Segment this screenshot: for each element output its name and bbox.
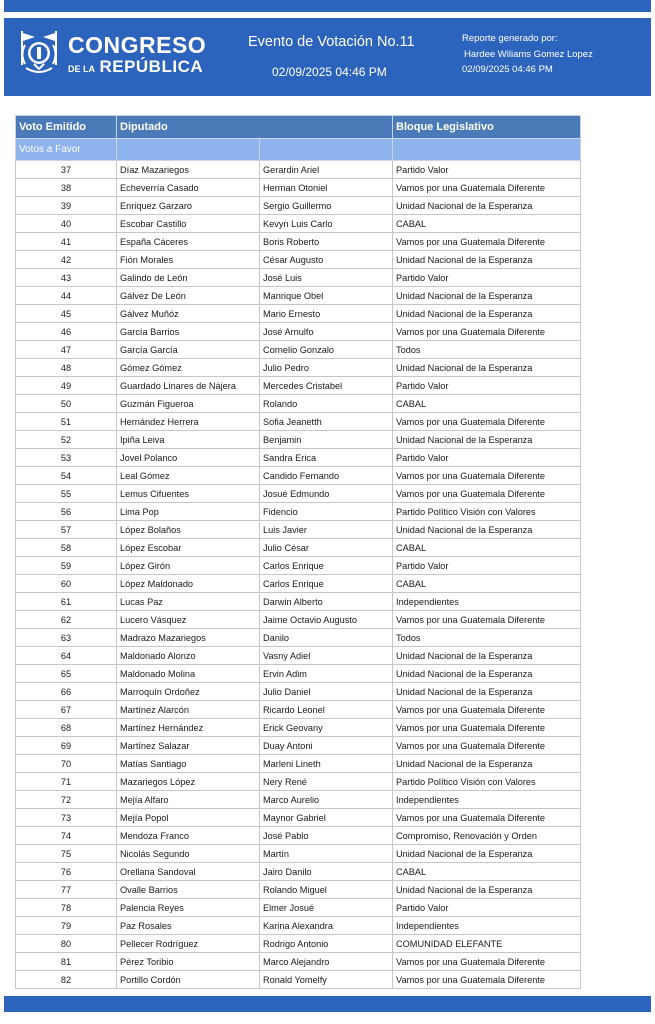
- vote-number: 49: [16, 377, 117, 395]
- deputy-given-name: Karina Alexandra: [260, 917, 393, 935]
- table-row: [16, 215, 581, 233]
- legislative-bloc: Vamos por una Guatemala Diferente: [393, 323, 581, 341]
- table-row: [16, 899, 581, 917]
- vote-number: 62: [16, 611, 117, 629]
- table-row: [16, 395, 581, 413]
- vote-number: 80: [16, 935, 117, 953]
- table-row: [16, 647, 581, 665]
- deputy-surname: García Barrios: [117, 323, 260, 341]
- vote-number: 45: [16, 305, 117, 323]
- vote-number: 40: [16, 215, 117, 233]
- event-title: Evento de Votación No.11: [248, 34, 415, 50]
- vote-number: 67: [16, 701, 117, 719]
- vote-number: 74: [16, 827, 117, 845]
- deputy-surname: Marroquín Ordoñez: [117, 683, 260, 701]
- deputy-given-name: Herman Otoniel: [260, 179, 393, 197]
- report-label: Reporte generado por:: [462, 33, 558, 44]
- column-header-voto: Voto Emitido: [16, 116, 117, 139]
- vote-number: 55: [16, 485, 117, 503]
- logo-line2-small: DE LA: [68, 64, 95, 74]
- deputy-surname: Galindo de León: [117, 269, 260, 287]
- legislative-bloc: Vamos por una Guatemala Diferente: [393, 701, 581, 719]
- deputy-given-name: Gerardin Ariel: [260, 161, 393, 179]
- deputy-given-name: Ervin Adim: [260, 665, 393, 683]
- vote-number: 82: [16, 971, 117, 989]
- vote-number: 56: [16, 503, 117, 521]
- vote-number: 75: [16, 845, 117, 863]
- deputy-given-name: Boris Roberto: [260, 233, 393, 251]
- deputy-given-name: Nery René: [260, 773, 393, 791]
- deputy-surname: Mejía Popol: [117, 809, 260, 827]
- table-row: [16, 269, 581, 287]
- legislative-bloc: Compromiso, Renovación y Orden: [393, 827, 581, 845]
- table-row: [16, 701, 581, 719]
- deputy-surname: Gálvez De León: [117, 287, 260, 305]
- legislative-bloc: Partido Valor: [393, 377, 581, 395]
- legislative-bloc: Unidad Nacional de la Esperanza: [393, 287, 581, 305]
- table-row: [16, 665, 581, 683]
- vote-number: 59: [16, 557, 117, 575]
- deputy-surname: Pellecer Rodríguez: [117, 935, 260, 953]
- table-row: [16, 719, 581, 737]
- legislative-bloc: Vamos por una Guatemala Diferente: [393, 413, 581, 431]
- event-datetime: 02/09/2025 04:46 PM: [272, 65, 387, 79]
- deputy-surname: Lemus Cifuentes: [117, 485, 260, 503]
- table-row: [16, 485, 581, 503]
- legislative-bloc: Unidad Nacional de la Esperanza: [393, 431, 581, 449]
- deputy-given-name: Julio César: [260, 539, 393, 557]
- deputy-given-name: Josué Edmundo: [260, 485, 393, 503]
- vote-number: 46: [16, 323, 117, 341]
- deputy-surname: López Escobar: [117, 539, 260, 557]
- legislative-bloc: Vamos por una Guatemala Diferente: [393, 737, 581, 755]
- deputy-given-name: Manrique Obel: [260, 287, 393, 305]
- vote-number: 52: [16, 431, 117, 449]
- table-row: [16, 953, 581, 971]
- table-header-row: [16, 116, 581, 139]
- logo-line2-big: REPÚBLICA: [99, 57, 204, 76]
- legislative-bloc: Unidad Nacional de la Esperanza: [393, 197, 581, 215]
- deputy-given-name: Erick Geovany: [260, 719, 393, 737]
- deputy-given-name: Maynor Gabriel: [260, 809, 393, 827]
- deputy-surname: Mendoza Franco: [117, 827, 260, 845]
- vote-number: 66: [16, 683, 117, 701]
- vote-number: 57: [16, 521, 117, 539]
- table-row: [16, 971, 581, 989]
- column-header-diputado: Diputado: [117, 116, 393, 139]
- logo-line1: CONGRESO: [68, 32, 207, 58]
- vote-number: 78: [16, 899, 117, 917]
- deputy-given-name: Vasny Adiel: [260, 647, 393, 665]
- deputy-surname: Martínez Alarcón: [117, 701, 260, 719]
- report-info: [462, 31, 593, 78]
- legislative-bloc: Unidad Nacional de la Esperanza: [393, 881, 581, 899]
- vote-number: 63: [16, 629, 117, 647]
- legislative-bloc: Partido Valor: [393, 557, 581, 575]
- deputy-surname: Martínez Salazar: [117, 737, 260, 755]
- legislative-bloc: Unidad Nacional de la Esperanza: [393, 665, 581, 683]
- deputy-given-name: Elmer Josué: [260, 899, 393, 917]
- vote-number: 64: [16, 647, 117, 665]
- legislative-bloc: CABAL: [393, 539, 581, 557]
- vote-number: 44: [16, 287, 117, 305]
- legislative-bloc: Vamos por una Guatemala Diferente: [393, 809, 581, 827]
- deputy-surname: García García: [117, 341, 260, 359]
- deputy-given-name: Cornelio Gonzalo: [260, 341, 393, 359]
- deputy-given-name: Jairo Danilo: [260, 863, 393, 881]
- legislative-bloc: CABAL: [393, 395, 581, 413]
- vote-number: 73: [16, 809, 117, 827]
- vote-number: 65: [16, 665, 117, 683]
- legislative-bloc: Vamos por una Guatemala Diferente: [393, 719, 581, 737]
- vote-number: 37: [16, 161, 117, 179]
- deputy-surname: Matías Santiago: [117, 755, 260, 773]
- vote-number: 41: [16, 233, 117, 251]
- deputy-given-name: José Arnulfo: [260, 323, 393, 341]
- group-label: Votos a Favor: [16, 139, 117, 161]
- deputy-surname: Mazariegos López: [117, 773, 260, 791]
- vote-number: 81: [16, 953, 117, 971]
- vote-number: 48: [16, 359, 117, 377]
- report-header: [4, 18, 651, 96]
- legislative-bloc: Vamos por una Guatemala Diferente: [393, 467, 581, 485]
- table-row: [16, 503, 581, 521]
- congress-logo: [68, 34, 206, 76]
- table-row: [16, 449, 581, 467]
- deputy-given-name: Martín: [260, 845, 393, 863]
- deputy-surname: Jovel Polanco: [117, 449, 260, 467]
- deputy-given-name: Rolando: [260, 395, 393, 413]
- deputy-given-name: Marco Aurelio: [260, 791, 393, 809]
- table-row: [16, 341, 581, 359]
- table-row: [16, 791, 581, 809]
- deputy-given-name: Julio Daniel: [260, 683, 393, 701]
- legislative-bloc: Todos: [393, 629, 581, 647]
- deputy-given-name: Sofia Jeanetth: [260, 413, 393, 431]
- vote-number: 42: [16, 251, 117, 269]
- deputy-surname: López Maldonado: [117, 575, 260, 593]
- congress-emblem-icon: [16, 28, 62, 78]
- vote-number: 43: [16, 269, 117, 287]
- table-row: [16, 629, 581, 647]
- deputy-surname: Paz Rosales: [117, 917, 260, 935]
- table-row: [16, 737, 581, 755]
- deputy-surname: Pérez Toribio: [117, 953, 260, 971]
- legislative-bloc: Independientes: [393, 917, 581, 935]
- deputy-surname: Maldonado Molina: [117, 665, 260, 683]
- deputy-surname: Fión Morales: [117, 251, 260, 269]
- legislative-bloc: Unidad Nacional de la Esperanza: [393, 521, 581, 539]
- vote-number: 51: [16, 413, 117, 431]
- vote-number: 69: [16, 737, 117, 755]
- table-row: [16, 323, 581, 341]
- deputy-surname: Echeverría Casado: [117, 179, 260, 197]
- top-bar: [4, 0, 651, 12]
- table-row: [16, 611, 581, 629]
- vote-number: 71: [16, 773, 117, 791]
- table-row: [16, 467, 581, 485]
- legislative-bloc: Partido Valor: [393, 899, 581, 917]
- table-row: [16, 809, 581, 827]
- deputy-surname: López Bolaños: [117, 521, 260, 539]
- report-datetime: 02/09/2025 04:46 PM: [462, 64, 553, 75]
- vote-number: 58: [16, 539, 117, 557]
- deputy-given-name: Ricardo Leonel: [260, 701, 393, 719]
- deputy-given-name: Duay Antoni: [260, 737, 393, 755]
- table-row: [16, 593, 581, 611]
- deputy-surname: España Cáceres: [117, 233, 260, 251]
- table-row: [16, 521, 581, 539]
- deputy-surname: Escobar Castillo: [117, 215, 260, 233]
- legislative-bloc: Independientes: [393, 791, 581, 809]
- votes-table: [15, 115, 581, 989]
- vote-number: 60: [16, 575, 117, 593]
- deputy-surname: Orellana Sandoval: [117, 863, 260, 881]
- deputy-surname: Gálvez Muñóz: [117, 305, 260, 323]
- deputy-given-name: Ronald Yomelfy: [260, 971, 393, 989]
- deputy-surname: Madrazo Mazariegos: [117, 629, 260, 647]
- table-row: [16, 359, 581, 377]
- legislative-bloc: Unidad Nacional de la Esperanza: [393, 683, 581, 701]
- deputy-given-name: Luis Javier: [260, 521, 393, 539]
- deputy-surname: Gómez Gómez: [117, 359, 260, 377]
- vote-number: 76: [16, 863, 117, 881]
- table-row: [16, 431, 581, 449]
- deputy-given-name: Sandra Erica: [260, 449, 393, 467]
- deputy-given-name: Kevyn Luis Carlo: [260, 215, 393, 233]
- deputy-surname: Lucero Vásquez: [117, 611, 260, 629]
- legislative-bloc: CABAL: [393, 575, 581, 593]
- legislative-bloc: Unidad Nacional de la Esperanza: [393, 647, 581, 665]
- legislative-bloc: Unidad Nacional de la Esperanza: [393, 305, 581, 323]
- legislative-bloc: Independientes: [393, 593, 581, 611]
- table-row: [16, 845, 581, 863]
- deputy-surname: Díaz Mazariegos: [117, 161, 260, 179]
- deputy-surname: Martínez Hernández: [117, 719, 260, 737]
- table-row: [16, 179, 581, 197]
- table-row: [16, 197, 581, 215]
- deputy-given-name: Benjamin: [260, 431, 393, 449]
- legislative-bloc: Unidad Nacional de la Esperanza: [393, 755, 581, 773]
- deputy-given-name: Marco Alejandro: [260, 953, 393, 971]
- table-row: [16, 863, 581, 881]
- table-row: [16, 161, 581, 179]
- deputy-surname: Ipiña Leiva: [117, 431, 260, 449]
- deputy-given-name: Rolando Miguel: [260, 881, 393, 899]
- deputy-surname: Palencia Reyes: [117, 899, 260, 917]
- table-row: [16, 557, 581, 575]
- legislative-bloc: Vamos por una Guatemala Diferente: [393, 971, 581, 989]
- deputy-given-name: José Luis: [260, 269, 393, 287]
- deputy-surname: Maldonado Alonzo: [117, 647, 260, 665]
- deputy-surname: Portillo Cordón: [117, 971, 260, 989]
- legislative-bloc: CABAL: [393, 863, 581, 881]
- deputy-given-name: César Augusto: [260, 251, 393, 269]
- legislative-bloc: COMUNIDAD ELEFANTE: [393, 935, 581, 953]
- deputy-given-name: Carlos Enrique: [260, 575, 393, 593]
- deputy-given-name: Julio Pedro: [260, 359, 393, 377]
- legislative-bloc: Partido Político Visión con Valores: [393, 503, 581, 521]
- vote-number: 70: [16, 755, 117, 773]
- legislative-bloc: Vamos por una Guatemala Diferente: [393, 611, 581, 629]
- legislative-bloc: Unidad Nacional de la Esperanza: [393, 359, 581, 377]
- legislative-bloc: Vamos por una Guatemala Diferente: [393, 179, 581, 197]
- legislative-bloc: CABAL: [393, 215, 581, 233]
- table-row: [16, 287, 581, 305]
- bottom-bar: [4, 996, 651, 1012]
- deputy-given-name: Darwin Alberto: [260, 593, 393, 611]
- table-row: [16, 683, 581, 701]
- table-row: [16, 413, 581, 431]
- table-row: [16, 917, 581, 935]
- legislative-bloc: Unidad Nacional de la Esperanza: [393, 251, 581, 269]
- legislative-bloc: Partido Político Visión con Valores: [393, 773, 581, 791]
- deputy-surname: Guzmán Figueroa: [117, 395, 260, 413]
- vote-number: 61: [16, 593, 117, 611]
- vote-number: 38: [16, 179, 117, 197]
- vote-number: 77: [16, 881, 117, 899]
- deputy-surname: López Girón: [117, 557, 260, 575]
- vote-number: 50: [16, 395, 117, 413]
- deputy-surname: Enriquez Garzaro: [117, 197, 260, 215]
- table-row: [16, 827, 581, 845]
- vote-number: 47: [16, 341, 117, 359]
- deputy-given-name: Danilo: [260, 629, 393, 647]
- legislative-bloc: Partido Valor: [393, 449, 581, 467]
- vote-number: 72: [16, 791, 117, 809]
- deputy-given-name: Jaime Octavio Augusto: [260, 611, 393, 629]
- table-row: [16, 881, 581, 899]
- deputy-surname: Leal Gómez: [117, 467, 260, 485]
- legislative-bloc: Partido Valor: [393, 161, 581, 179]
- vote-number: 68: [16, 719, 117, 737]
- legislative-bloc: Vamos por una Guatemala Diferente: [393, 485, 581, 503]
- table-row: [16, 377, 581, 395]
- group-row: [16, 139, 581, 161]
- column-header-bloque: Bloque Legislativo: [393, 116, 581, 139]
- legislative-bloc: Partido Valor: [393, 269, 581, 287]
- deputy-surname: Lima Pop: [117, 503, 260, 521]
- deputy-given-name: Candido Fernando: [260, 467, 393, 485]
- deputy-given-name: Mario Ernesto: [260, 305, 393, 323]
- deputy-given-name: Mercedes Cristabel: [260, 377, 393, 395]
- deputy-given-name: Sergio Guillermo: [260, 197, 393, 215]
- vote-number: 54: [16, 467, 117, 485]
- report-user: Hardee Wiliams Gomez Lopez: [464, 48, 593, 60]
- deputy-given-name: Fidencio: [260, 503, 393, 521]
- legislative-bloc: Unidad Nacional de la Esperanza: [393, 845, 581, 863]
- deputy-given-name: José Pablo: [260, 827, 393, 845]
- deputy-given-name: Marleni Lineth: [260, 755, 393, 773]
- legislative-bloc: Vamos por una Guatemala Diferente: [393, 953, 581, 971]
- vote-number: 53: [16, 449, 117, 467]
- legislative-bloc: Vamos por una Guatemala Diferente: [393, 233, 581, 251]
- vote-number: 79: [16, 917, 117, 935]
- deputy-surname: Nicolás Segundo: [117, 845, 260, 863]
- deputy-surname: Ovalle Barrios: [117, 881, 260, 899]
- deputy-surname: Guardado Linares de Nájera: [117, 377, 260, 395]
- table-row: [16, 233, 581, 251]
- legislative-bloc: Todos: [393, 341, 581, 359]
- deputy-surname: Lucas Paz: [117, 593, 260, 611]
- table-row: [16, 305, 581, 323]
- deputy-given-name: Carlos Enrique: [260, 557, 393, 575]
- table-row: [16, 935, 581, 953]
- table-row: [16, 539, 581, 557]
- vote-number: 39: [16, 197, 117, 215]
- deputy-surname: Mejía Alfaro: [117, 791, 260, 809]
- table-row: [16, 251, 581, 269]
- deputy-surname: Hernández Herrera: [117, 413, 260, 431]
- table-row: [16, 575, 581, 593]
- deputy-given-name: Rodrigo Antonio: [260, 935, 393, 953]
- table-row: [16, 773, 581, 791]
- table-row: [16, 755, 581, 773]
